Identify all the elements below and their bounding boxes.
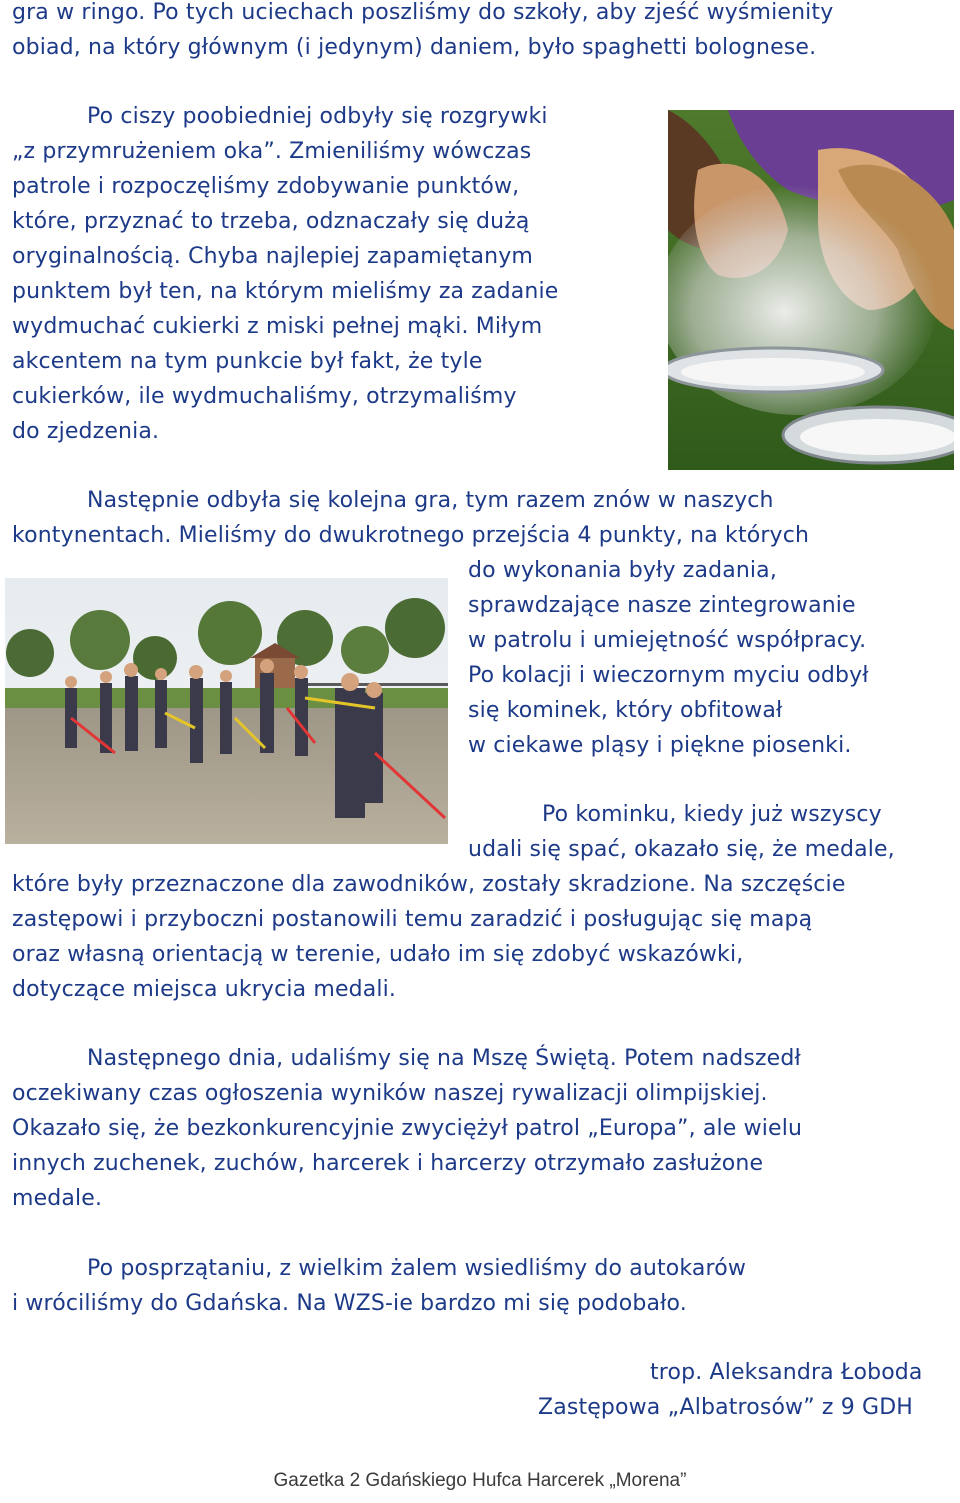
text-line: zastępowi i przyboczni postanowili temu zaradzić i posługując się mapą xyxy=(12,907,813,932)
text-line: Po kolacji i wieczornym myciu odbył xyxy=(468,663,869,688)
text-line: Po ciszy poobiedniej odbyły się rozgrywki xyxy=(87,104,548,129)
text-line: i wróciliśmy do Gdańska. Na WZS-ie bardzo mi się podobało. xyxy=(12,1291,687,1316)
text-line: akcentem na tym punkcie był fakt, że tyle xyxy=(12,349,483,374)
signature-role: Zastępowa „Albatrosów” z 9 GDH xyxy=(538,1395,913,1420)
text-line: sprawdzające nasze zintegrowanie xyxy=(468,593,856,618)
text-line: punktem był ten, na którym mieliśmy za zadanie xyxy=(12,279,559,304)
text-line: w patrolu i umiejętność współpracy. xyxy=(468,628,867,653)
text-line: do wykonania były zadania, xyxy=(468,558,777,583)
text-line: medale. xyxy=(12,1186,103,1211)
text-line: Następnie odbyła się kolejna gra, tym razem znów w naszych xyxy=(87,488,774,513)
text-line: do zjedzenia. xyxy=(12,419,160,444)
signature-name: trop. Aleksandra Łoboda xyxy=(650,1360,923,1385)
text-line: w ciekawe pląsy i piękne piosenki. xyxy=(468,733,852,758)
text-line: patrole i rozpoczęliśmy zdobywanie punktów, xyxy=(12,174,520,199)
text-line: się kominek, który obfitował xyxy=(468,698,783,723)
text-line: które były przeznaczone dla zawodników, zostały skradzione. Na szczęście xyxy=(12,872,846,897)
text-line: wydmuchać cukierki z miski pełnej mąki. Miłym xyxy=(12,314,543,339)
footer-caption: Gazetka 2 Gdańskiego Hufca Harcerek „Morena” xyxy=(273,1470,687,1491)
text-line: oryginalnością. Chyba najlepiej zapamiętanym xyxy=(12,244,534,269)
text-line: innych zuchenek, zuchów, harcerek i harcerzy otrzymało zasłużone xyxy=(12,1151,764,1176)
text-line: Okazało się, że bezkonkurencyjnie zwyciężył patrol „Europa”, ale wielu xyxy=(12,1116,803,1141)
field-game-photo xyxy=(5,578,448,844)
text-line: oraz własną orientacją w terenie, udało im się zdobyć wskazówki, xyxy=(12,942,744,967)
text-line: kontynentach. Mieliśmy do dwukrotnego przejścia 4 punkty, na których xyxy=(12,523,810,548)
text-line: dotyczące miejsca ukrycia medali. xyxy=(12,977,397,1002)
text-line: gra w ringo. Po tych uciechach poszliśmy do szkoły, aby zjeść wyśmienity xyxy=(12,0,834,25)
flour-game-photo xyxy=(668,110,954,470)
text-line: oczekiwany czas ogłoszenia wyników naszej rywalizacji olimpijskiej. xyxy=(12,1081,768,1106)
text-line: udali się spać, okazało się, że medale, xyxy=(468,837,895,862)
text-line: cukierków, ile wydmuchaliśmy, otrzymaliśmy xyxy=(12,384,517,409)
text-line: Po posprzątaniu, z wielkim żalem wsiedliśmy do autokarów xyxy=(87,1256,747,1281)
text-line: obiad, na który głównym (i jedynym) daniem, było spaghetti bolognese. xyxy=(12,35,817,60)
text-line: Następnego dnia, udaliśmy się na Mszę Świętą. Potem nadszedł xyxy=(87,1046,801,1071)
text-line: Po kominku, kiedy już wszyscy xyxy=(542,802,882,827)
text-line: „z przymrużeniem oka”. Zmieniliśmy wówczas xyxy=(12,139,532,164)
text-line: które, przyznać to trzeba, odznaczały się dużą xyxy=(12,209,530,234)
